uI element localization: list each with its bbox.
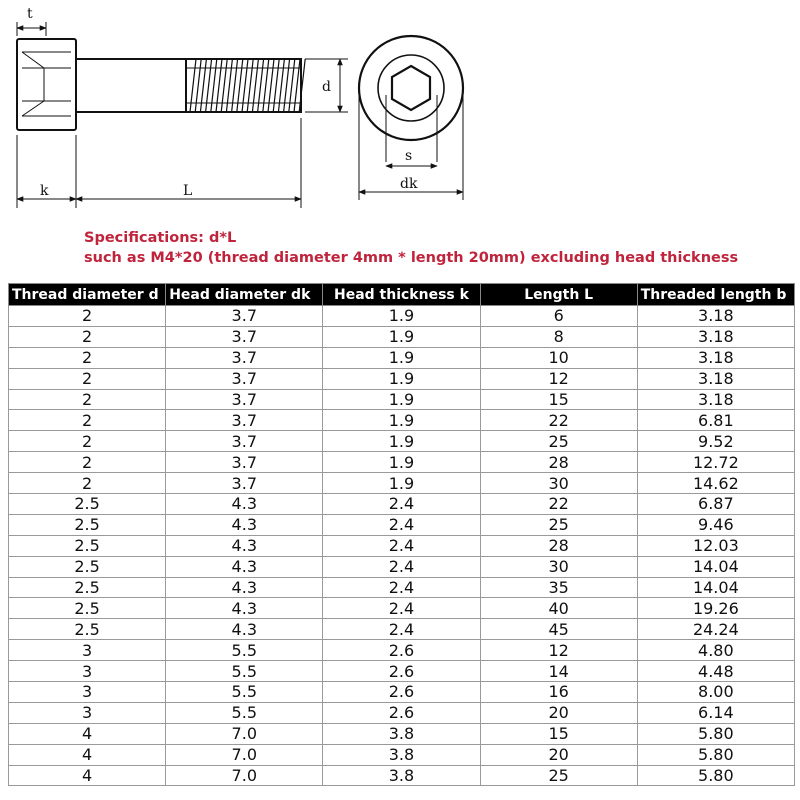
table-cell: 3.7 (166, 306, 323, 327)
table-cell: 12 (480, 368, 637, 389)
table-cell: 3 (9, 682, 166, 703)
table-cell: 3.18 (637, 368, 794, 389)
table-row (9, 431, 795, 452)
column-header-length: Length L (480, 284, 637, 306)
table-cell: 6.14 (637, 702, 794, 723)
table-cell: 2.5 (9, 577, 166, 598)
dim-label-t: t (27, 6, 33, 22)
table-cell: 19.26 (637, 598, 794, 619)
table-row (9, 347, 795, 368)
table-row (9, 598, 795, 619)
table-cell: 1.9 (323, 431, 480, 452)
screw-shank-side-view (76, 59, 301, 112)
table-cell: 2.5 (9, 598, 166, 619)
table-cell: 30 (480, 473, 637, 494)
table-cell: 2.4 (323, 619, 480, 640)
table-cell: 4.3 (166, 514, 323, 535)
table-cell: 2.6 (323, 682, 480, 703)
table-header-row (9, 284, 795, 306)
table-cell: 3.7 (166, 410, 323, 431)
table-cell: 3 (9, 702, 166, 723)
table-cell: 5.5 (166, 661, 323, 682)
table-row (9, 765, 795, 786)
table-row (9, 723, 795, 744)
table-row (9, 556, 795, 577)
table-cell: 2.4 (323, 494, 480, 515)
table-row (9, 744, 795, 765)
table-row (9, 535, 795, 556)
column-header-threaded-length: Threaded length b (637, 284, 794, 306)
table-cell: 12.03 (637, 535, 794, 556)
table-cell: 16 (480, 682, 637, 703)
table-cell: 8.00 (637, 682, 794, 703)
table-cell: 5.5 (166, 682, 323, 703)
table-cell: 2.4 (323, 535, 480, 556)
table-cell: 3.18 (637, 306, 794, 327)
table-cell: 2 (9, 452, 166, 473)
table-cell: 3.8 (323, 765, 480, 786)
table-row (9, 410, 795, 431)
table-cell: 14 (480, 661, 637, 682)
table-cell: 5.5 (166, 702, 323, 723)
table-cell: 1.9 (323, 473, 480, 494)
table-cell: 24.24 (637, 619, 794, 640)
dim-label-L: L (183, 183, 193, 199)
screw-head-side-view (17, 39, 76, 130)
table-cell: 2.6 (323, 702, 480, 723)
column-header-head-diameter: Head diameter dk (166, 284, 323, 306)
table-cell: 45 (480, 619, 637, 640)
table-row (9, 473, 795, 494)
table-cell: 3.18 (637, 389, 794, 410)
table-cell: 3.7 (166, 368, 323, 389)
specification-example: such as M4*20 (thread diameter 4mm * length 20mm) excluding head thickness (84, 250, 739, 266)
table-cell: 2.6 (323, 640, 480, 661)
table-cell: 4.80 (637, 640, 794, 661)
table-cell: 22 (480, 494, 637, 515)
table-row (9, 389, 795, 410)
column-header-head-thickness: Head thickness k (323, 284, 480, 306)
table-cell: 4 (9, 723, 166, 744)
screw-spec-table (8, 283, 795, 786)
table-cell: 25 (480, 431, 637, 452)
table-cell: 1.9 (323, 326, 480, 347)
table-cell: 3.18 (637, 347, 794, 368)
table-cell: 2.5 (9, 535, 166, 556)
table-row (9, 661, 795, 682)
table-cell: 1.9 (323, 347, 480, 368)
column-header-thread-diameter: Thread diameter d (9, 284, 166, 306)
table-cell: 2.4 (323, 598, 480, 619)
table-cell: 30 (480, 556, 637, 577)
table-cell: 3 (9, 661, 166, 682)
table-cell: 35 (480, 577, 637, 598)
table-cell: 14.62 (637, 473, 794, 494)
table-cell: 3.7 (166, 389, 323, 410)
table-cell: 25 (480, 765, 637, 786)
table-cell: 4.3 (166, 598, 323, 619)
table-cell: 8 (480, 326, 637, 347)
table-cell: 6.87 (637, 494, 794, 515)
table-cell: 4 (9, 765, 166, 786)
table-row (9, 326, 795, 347)
table-cell: 2 (9, 347, 166, 368)
table-cell: 9.46 (637, 514, 794, 535)
dimension-lines (17, 22, 348, 208)
table-cell: 2 (9, 368, 166, 389)
table-cell: 7.0 (166, 744, 323, 765)
dim-label-s: s (405, 148, 413, 164)
table-cell: 3.7 (166, 431, 323, 452)
table-cell: 4.3 (166, 556, 323, 577)
table-cell: 2 (9, 431, 166, 452)
table-cell: 5.80 (637, 744, 794, 765)
table-cell: 7.0 (166, 723, 323, 744)
dim-label-dk: dk (400, 176, 418, 192)
table-cell: 1.9 (323, 410, 480, 431)
table-cell: 28 (480, 535, 637, 556)
dim-label-d: d (322, 79, 331, 95)
table-cell: 3.8 (323, 723, 480, 744)
table-cell: 2 (9, 326, 166, 347)
table-cell: 3.7 (166, 347, 323, 368)
table-cell: 1.9 (323, 389, 480, 410)
table-cell: 1.9 (323, 306, 480, 327)
table-cell: 3.18 (637, 326, 794, 347)
table-cell: 5.5 (166, 640, 323, 661)
table-cell: 2.5 (9, 619, 166, 640)
table-cell: 2 (9, 410, 166, 431)
table-cell: 9.52 (637, 431, 794, 452)
table-row (9, 577, 795, 598)
screw-dimension-diagram (0, 0, 800, 225)
table-cell: 3.7 (166, 452, 323, 473)
table-cell: 5.80 (637, 765, 794, 786)
table-cell: 25 (480, 514, 637, 535)
table-cell: 28 (480, 452, 637, 473)
table-cell: 2 (9, 306, 166, 327)
table-cell: 10 (480, 347, 637, 368)
table-cell: 22 (480, 410, 637, 431)
table-cell: 12.72 (637, 452, 794, 473)
table-row (9, 702, 795, 723)
table-cell: 1.9 (323, 452, 480, 473)
table-row (9, 306, 795, 327)
table-cell: 20 (480, 702, 637, 723)
thread-lines (190, 59, 305, 112)
table-cell: 4.3 (166, 619, 323, 640)
table-cell: 2 (9, 473, 166, 494)
table-cell: 2.6 (323, 661, 480, 682)
table-row (9, 640, 795, 661)
table-cell: 3.7 (166, 473, 323, 494)
table-cell: 2.5 (9, 514, 166, 535)
table-cell: 4.3 (166, 577, 323, 598)
table-cell: 20 (480, 744, 637, 765)
table-cell: 2.5 (9, 494, 166, 515)
table-row (9, 619, 795, 640)
table-row (9, 682, 795, 703)
table-cell: 3 (9, 640, 166, 661)
table-cell: 6.81 (637, 410, 794, 431)
table-cell: 2.4 (323, 577, 480, 598)
table-cell: 14.04 (637, 556, 794, 577)
table-cell: 1.9 (323, 368, 480, 389)
table-cell: 40 (480, 598, 637, 619)
table-row (9, 452, 795, 473)
table-row (9, 368, 795, 389)
table-cell: 2.4 (323, 556, 480, 577)
table-cell: 12 (480, 640, 637, 661)
table-cell: 4 (9, 744, 166, 765)
table-cell: 4.3 (166, 494, 323, 515)
dim-label-k: k (40, 183, 49, 199)
table-cell: 3.8 (323, 744, 480, 765)
table-cell: 14.04 (637, 577, 794, 598)
table-cell: 4.48 (637, 661, 794, 682)
table-cell: 6 (480, 306, 637, 327)
table-cell: 15 (480, 389, 637, 410)
table-cell: 7.0 (166, 765, 323, 786)
table-cell: 5.80 (637, 723, 794, 744)
table-cell: 2.4 (323, 514, 480, 535)
table-cell: 15 (480, 723, 637, 744)
table-cell: 3.7 (166, 326, 323, 347)
table-cell: 4.3 (166, 535, 323, 556)
table-cell: 2.5 (9, 556, 166, 577)
specification-title: Specifications: d*L (84, 230, 237, 246)
table-cell: 2 (9, 389, 166, 410)
table-row (9, 494, 795, 515)
table-row (9, 514, 795, 535)
